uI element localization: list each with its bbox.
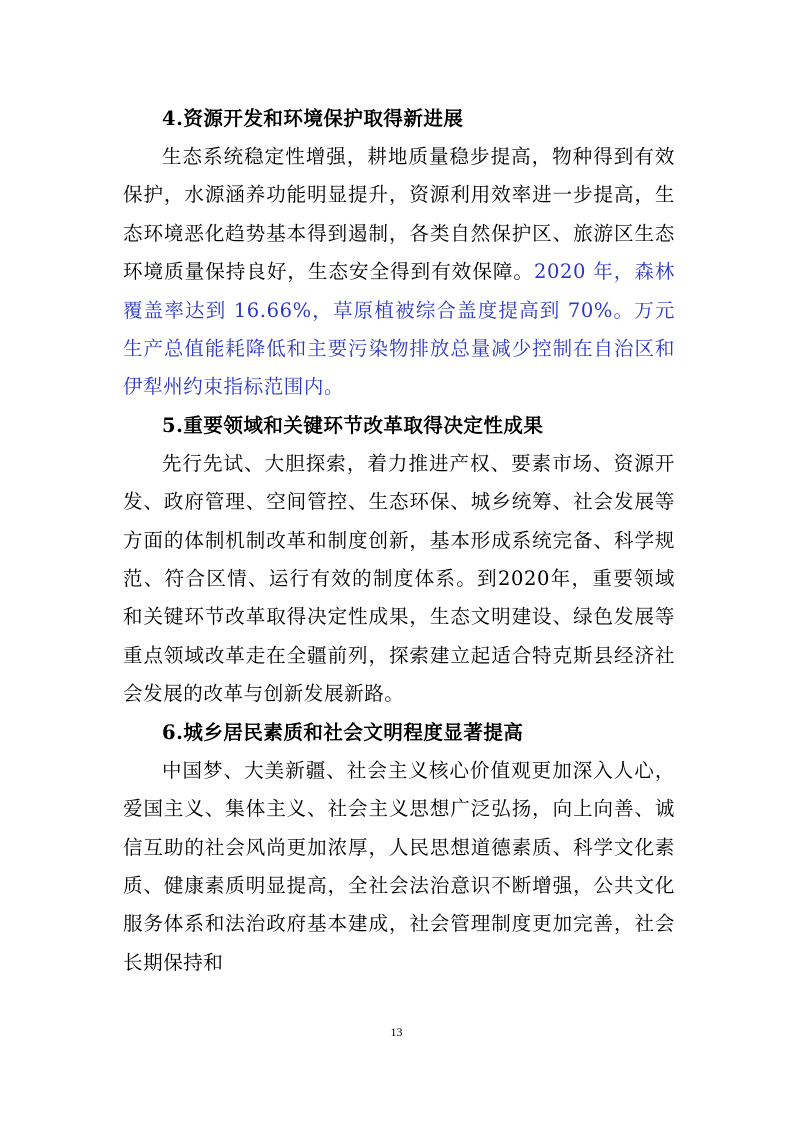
page-content	[123, 100, 675, 982]
section-heading-4: 4.资源开发和环境保护取得新进展	[162, 107, 464, 130]
page-number: 13	[390, 1025, 403, 1039]
highlighted-text: 2020 年，森林覆盖率达到 16.66%，草原植被综合盖度提高到 70%。万元生产总值能耗降低和主要污染物排放总量减少控制在自治区和伊犁州约束指标范围内。	[123, 260, 675, 399]
section-paragraph-6: 中国梦、大美新疆、社会主义核心价值观更加深入人心，爱国主义、集体主义、社会主义思想广泛弘扬，向上向善、诚信互助的社会风尚更加浓厚，人民思想道德素质、科学文化素质、健康素质明显提高，全社会法治意识不断增强，公共文化服务体系和法治政府基本建成，社会管理制度更加完善，社会长期保持和	[123, 758, 675, 974]
paragraph-text: 生态系统稳定性增强，耕地质量稳步提高，物种得到有效保护，水源涵养功能明显提升，资源利用效率进一步提高，生态环境恶化趋势基本得到遏制，各类自然保护区、旅游区生态环境质量保持良好，生态安全得到有效保障。	[123, 145, 675, 284]
section-heading-5: 5.重要领域和关键环节改革取得决定性成果	[162, 413, 544, 437]
section-paragraph-5: 先行先试、大胆探索，着力推进产权、要素市场、资源开发、政府管理、空间管控、生态环保、城乡统筹、社会发展等方面的体制机制改革和制度创新，基本形成系统完备、科学规范、符合区情、运行有效的制度体系。到2020年，重要领域和关键环节改革取得决定性成果，生态文明建设、绿色发展等重点领域改革走在全疆前列，探索建立起适合特克斯县经济社会发展的改革与创新发展新路。	[123, 451, 675, 706]
section-heading-6: 6.城乡居民素质和社会文明程度显著提高	[162, 720, 524, 744]
section-paragraph-4	[123, 138, 675, 407]
